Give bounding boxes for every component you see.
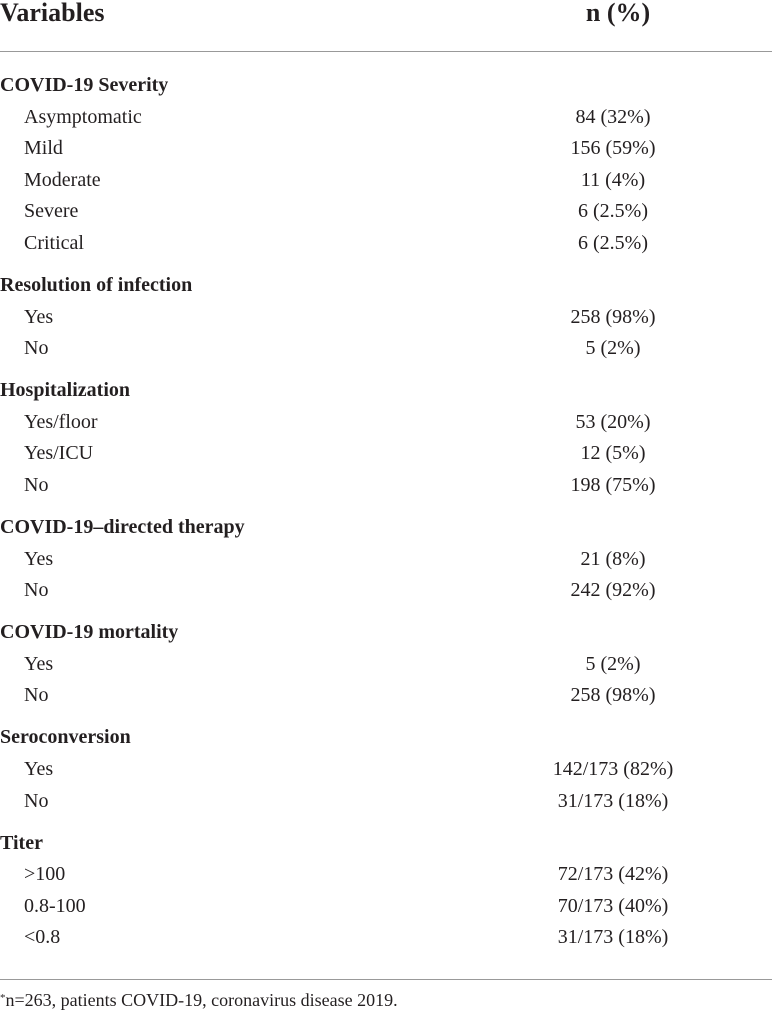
section-title: Resolution of infection bbox=[0, 274, 193, 296]
row-label: Asymptomatic bbox=[24, 106, 142, 128]
row-value: 70/173 (40%) bbox=[557, 895, 669, 917]
row-value: 242 (92%) bbox=[570, 579, 656, 601]
table-row bbox=[0, 438, 772, 468]
row-label: Yes/ICU bbox=[24, 442, 94, 464]
row-value: 5 (2%) bbox=[585, 337, 641, 359]
table-row bbox=[0, 922, 772, 952]
table-row bbox=[0, 470, 772, 500]
row-value: 31/173 (18%) bbox=[557, 790, 669, 812]
bottom-rule bbox=[0, 979, 772, 980]
row-label: Moderate bbox=[24, 169, 101, 191]
section-title: COVID-19 Severity bbox=[0, 74, 169, 96]
row-label: Yes bbox=[24, 653, 54, 675]
row-value: 11 (4%) bbox=[580, 169, 646, 191]
table-row bbox=[0, 196, 772, 226]
row-label: No bbox=[24, 790, 49, 812]
table-row bbox=[0, 333, 772, 363]
row-value: 156 (59%) bbox=[570, 137, 656, 159]
table-row bbox=[0, 649, 772, 679]
row-value: 12 (5%) bbox=[580, 442, 646, 464]
row-value: 258 (98%) bbox=[570, 684, 656, 706]
row-value: 258 (98%) bbox=[570, 306, 656, 328]
table-header bbox=[0, 0, 772, 30]
row-value: 6 (2.5%) bbox=[578, 200, 648, 222]
n-percent-column-header: n (%) bbox=[585, 0, 651, 27]
row-value: 5 (2%) bbox=[585, 653, 641, 675]
table-row bbox=[0, 575, 772, 605]
row-value: 142/173 (82%) bbox=[552, 758, 674, 780]
table-footnote bbox=[0, 987, 398, 1013]
table-row bbox=[0, 891, 772, 921]
section-header bbox=[0, 70, 772, 100]
footnote-text: n=263, patients COVID-19, coronavirus disease 2019. bbox=[5, 990, 398, 1010]
footnote-marker: * bbox=[0, 992, 6, 1004]
section-header bbox=[0, 617, 772, 647]
table-row bbox=[0, 859, 772, 889]
variables-column-header: Variables bbox=[0, 0, 105, 27]
row-label: No bbox=[24, 337, 49, 359]
section-title: COVID-19–directed therapy bbox=[0, 516, 245, 538]
section-title: COVID-19 mortality bbox=[0, 621, 179, 643]
row-value: 72/173 (42%) bbox=[557, 863, 669, 885]
header-rule bbox=[0, 51, 772, 52]
row-value: 53 (20%) bbox=[575, 411, 651, 433]
row-value: 84 (32%) bbox=[575, 106, 651, 128]
section-header bbox=[0, 270, 772, 300]
row-value: 198 (75%) bbox=[570, 474, 656, 496]
section-header bbox=[0, 722, 772, 752]
row-label: Critical bbox=[24, 232, 84, 254]
row-label: 0.8-100 bbox=[24, 895, 86, 917]
table-row bbox=[0, 786, 772, 816]
row-value: 6 (2.5%) bbox=[578, 232, 648, 254]
row-value: 21 (8%) bbox=[580, 548, 646, 570]
row-value: 31/173 (18%) bbox=[557, 926, 669, 948]
table-row bbox=[0, 302, 772, 332]
row-label: Yes bbox=[24, 306, 54, 328]
row-label: Yes bbox=[24, 758, 54, 780]
row-label: No bbox=[24, 684, 49, 706]
section-title: Titer bbox=[0, 832, 43, 854]
row-label: No bbox=[24, 579, 49, 601]
section-header bbox=[0, 512, 772, 542]
row-label: Mild bbox=[24, 137, 63, 159]
table-row bbox=[0, 544, 772, 574]
section-title: Seroconversion bbox=[0, 726, 131, 748]
table-row bbox=[0, 228, 772, 258]
table-row bbox=[0, 407, 772, 437]
row-label: Yes bbox=[24, 548, 54, 570]
row-label: No bbox=[24, 474, 49, 496]
table-row bbox=[0, 754, 772, 784]
table-row bbox=[0, 102, 772, 132]
row-label: >100 bbox=[24, 863, 66, 885]
row-label: Yes/floor bbox=[24, 411, 98, 433]
section-title: Hospitalization bbox=[0, 379, 131, 401]
section-header bbox=[0, 375, 772, 405]
table-row bbox=[0, 680, 772, 710]
table-row bbox=[0, 165, 772, 195]
section-header bbox=[0, 828, 772, 858]
row-label: <0.8 bbox=[24, 926, 61, 948]
table-row bbox=[0, 133, 772, 163]
row-label: Severe bbox=[24, 200, 79, 222]
